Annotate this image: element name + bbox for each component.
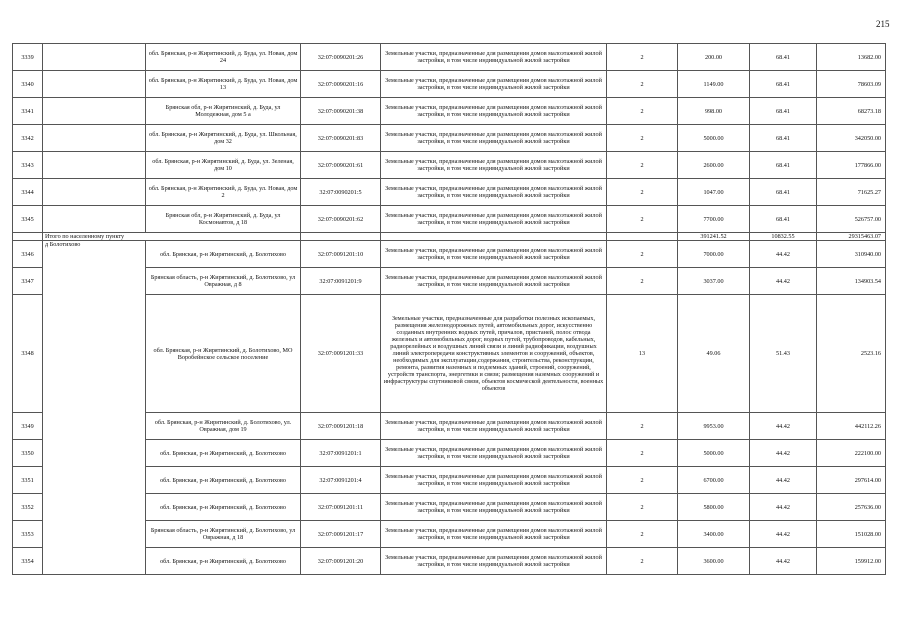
locality-cell [43, 125, 146, 152]
table-row [13, 125, 886, 152]
address-cell: обл. Брянская, р-н Жирятинский, д. Болотихово [146, 494, 301, 521]
cadastral-number-cell: 32:07:0090201:83 [301, 125, 381, 152]
rate-cell: 68.41 [750, 125, 817, 152]
group-cell: 2 [607, 467, 678, 494]
land-purpose-cell: Земельные участки, предназначенные для размещения домов малоэтажной жилой застройки, в том числе индивидуальной жилой застройки [381, 268, 607, 295]
row-number-cell: 3340 [13, 71, 43, 98]
group-cell: 2 [607, 179, 678, 206]
cadastral-number-cell: 32:07:0091201:9 [301, 268, 381, 295]
cadastral-number-cell: 32:07:0091201:10 [301, 241, 381, 268]
cadastral-value-cell: 526757.00 [817, 206, 886, 233]
total-label-cell: Итого по населенному пункту [43, 233, 301, 241]
row-number-cell: 3343 [13, 152, 43, 179]
cadastral-value-cell: 134903.54 [817, 268, 886, 295]
area-cell: 5000.00 [678, 440, 750, 467]
row-number-cell: 3348 [13, 295, 43, 413]
table-row [13, 71, 886, 98]
area-cell: 5800.00 [678, 494, 750, 521]
cadastral-number-cell: 32:07:0090201:62 [301, 206, 381, 233]
group-cell: 2 [607, 413, 678, 440]
rate-cell: 68.41 [750, 71, 817, 98]
area-cell: 49.06 [678, 295, 750, 413]
cadastral-number-cell: 32:07:0091201:4 [301, 467, 381, 494]
land-purpose-cell: Земельные участки, предназначенные для размещения домов малоэтажной жилой застройки, в том числе индивидуальной жилой застройки [381, 44, 607, 71]
cadastral-number-cell: 32:07:0091201:17 [301, 521, 381, 548]
cadastral-number-cell: 32:07:0090201:38 [301, 98, 381, 125]
address-cell: Брянская область, р-н Жирятинский, д. Болотихово, ул Овражная, д 8 [146, 268, 301, 295]
cadastral-value-cell: 257636.00 [817, 494, 886, 521]
area-cell: 998.00 [678, 98, 750, 125]
cadastral-value-cell: 310940.00 [817, 241, 886, 268]
land-purpose-cell: Земельные участки, предназначенные для размещения домов малоэтажной жилой застройки, в том числе индивидуальной жилой застройки [381, 125, 607, 152]
address-cell: обл. Брянская, р-н Жирятинский, д. Болотихово, МО Воробейнское сельское поселение [146, 295, 301, 413]
total-blank-cell [381, 233, 607, 241]
area-cell: 1149.00 [678, 71, 750, 98]
cadastral-value-cell: 222100.00 [817, 440, 886, 467]
cadastral-value-cell: 159912.00 [817, 548, 886, 575]
address-cell: Брянская обл, р-н Жирятинский, д. Буда, ул Космонавтов, д 18 [146, 206, 301, 233]
rate-cell: 44.42 [750, 467, 817, 494]
rate-cell: 68.41 [750, 179, 817, 206]
address-cell: обл. Брянская, р-н Жирятинский, д. Буда, ул. Новая, дом 2 [146, 179, 301, 206]
address-cell: обл. Брянская, р-н Жирятинский, д. Болотихово [146, 467, 301, 494]
cadastral-number-cell: 32:07:0091201:18 [301, 413, 381, 440]
address-cell: обл. Брянская, р-н Жирятинский, д. Буда, ул. Новая, дом 13 [146, 71, 301, 98]
row-number-cell: 3353 [13, 521, 43, 548]
area-cell: 3600.00 [678, 548, 750, 575]
total-blank-cell [301, 233, 381, 241]
group-cell: 2 [607, 71, 678, 98]
group-cell: 2 [607, 206, 678, 233]
table-row [13, 98, 886, 125]
rate-cell: 51.43 [750, 295, 817, 413]
group-cell: 2 [607, 440, 678, 467]
total-blank-cell [13, 233, 43, 241]
land-purpose-cell: Земельные участки, предназначенные для размещения домов малоэтажной жилой застройки, в том числе индивидуальной жилой застройки [381, 179, 607, 206]
address-cell: Брянская обл, р-н Жирятинский, д. Буда, ул Молодежная, дом 5 а [146, 98, 301, 125]
total-area-cell: 391241.52 [678, 233, 750, 241]
rate-cell: 44.42 [750, 413, 817, 440]
area-cell: 5000.00 [678, 125, 750, 152]
address-cell: обл. Брянская, р-н Жирятинский, д. Болотихово [146, 241, 301, 268]
address-cell: обл. Брянская, р-н Жирятинский, д. Буда, ул. Школьная, дом 32 [146, 125, 301, 152]
locality-cell [43, 152, 146, 179]
rate-cell: 44.42 [750, 548, 817, 575]
row-number-cell: 3350 [13, 440, 43, 467]
group-cell: 2 [607, 152, 678, 179]
land-purpose-cell: Земельные участки, предназначенные для размещения домов малоэтажной жилой застройки, в том числе индивидуальной жилой застройки [381, 440, 607, 467]
cadastral-value-cell: 68273.18 [817, 98, 886, 125]
area-cell: 7700.00 [678, 206, 750, 233]
total-value-cell: 29315463.07 [817, 233, 886, 241]
cadastral-number-cell: 32:07:0091201:1 [301, 440, 381, 467]
cadastral-number-cell: 32:07:0091201:20 [301, 548, 381, 575]
rate-cell: 68.41 [750, 206, 817, 233]
rate-cell: 44.42 [750, 268, 817, 295]
table-row [13, 44, 886, 71]
land-purpose-cell: Земельные участки, предназначенные для разработки полезных ископаемых, размещения железнодорожных путей, автомобильных дорог, искусственно созданных внутренних водных путей, причалов, пристаней, полос отвода железных и автомобильных дорог, водных путей, трубопроводов, кабельных, радиорелейных и воздушных линий связи и линий радиофикации, воздушных линий электропередачи конструктивных элементов и сооружений, объектов, необходимых для эксплуатации,содержания, строительства, реконструкции, ремонта, развития наземных и подземных зданий, строений, сооружений, устройств транспорта, энергетики и связи; размещения наземных сооружений и инфраструктуры спутниковой связи, объектов космической деятельности, военных объектов [381, 295, 607, 413]
row-number-cell: 3339 [13, 44, 43, 71]
group-cell: 2 [607, 98, 678, 125]
table-body [13, 44, 886, 575]
row-number-cell: 3354 [13, 548, 43, 575]
cadastral-number-cell: 32:07:0091201:33 [301, 295, 381, 413]
rate-cell: 68.41 [750, 44, 817, 71]
table-row [13, 241, 886, 268]
locality-cell [43, 206, 146, 233]
row-number-cell: 3341 [13, 98, 43, 125]
cadastral-value-table [12, 43, 886, 575]
group-cell: 2 [607, 521, 678, 548]
cadastral-value-cell: 78603.09 [817, 71, 886, 98]
table-row [13, 179, 886, 206]
area-cell: 9953.00 [678, 413, 750, 440]
table-row [13, 152, 886, 179]
rate-cell: 44.42 [750, 241, 817, 268]
group-cell: 2 [607, 241, 678, 268]
row-number-cell: 3346 [13, 241, 43, 268]
area-cell: 3037.00 [678, 268, 750, 295]
cadastral-value-cell: 177866.00 [817, 152, 886, 179]
cadastral-number-cell: 32:07:0090201:5 [301, 179, 381, 206]
area-cell: 200.00 [678, 44, 750, 71]
row-number-cell: 3345 [13, 206, 43, 233]
cadastral-value-cell: 71625.27 [817, 179, 886, 206]
rate-cell: 68.41 [750, 98, 817, 125]
group-cell: 2 [607, 494, 678, 521]
area-cell: 2600.00 [678, 152, 750, 179]
cadastral-number-cell: 32:07:0090201:61 [301, 152, 381, 179]
total-rate-cell: 10832.55 [750, 233, 817, 241]
rate-cell: 44.42 [750, 440, 817, 467]
locality-cell [43, 98, 146, 125]
group-cell: 2 [607, 548, 678, 575]
cadastral-value-cell: 2523.16 [817, 295, 886, 413]
land-purpose-cell: Земельные участки, предназначенные для размещения домов малоэтажной жилой застройки, в том числе индивидуальной жилой застройки [381, 206, 607, 233]
locality-cell [43, 44, 146, 71]
cadastral-number-cell: 32:07:0090201:16 [301, 71, 381, 98]
address-cell: обл. Брянская, р-н Жирятинский, д. Болотихово [146, 440, 301, 467]
cadastral-value-cell: 297614.00 [817, 467, 886, 494]
area-cell: 7000.00 [678, 241, 750, 268]
land-purpose-cell: Земельные участки, предназначенные для размещения домов малоэтажной жилой застройки, в том числе индивидуальной жилой застройки [381, 494, 607, 521]
address-cell: обл. Брянская, р-н Жирятинский, д. Буда, ул. Новая, дом 24 [146, 44, 301, 71]
group-cell: 2 [607, 268, 678, 295]
cadastral-value-cell: 342050.00 [817, 125, 886, 152]
total-row [13, 233, 886, 241]
land-purpose-cell: Земельные участки, предназначенные для размещения домов малоэтажной жилой застройки, в том числе индивидуальной жилой застройки [381, 413, 607, 440]
cadastral-number-cell: 32:07:0090201:26 [301, 44, 381, 71]
page-number: 215 [876, 19, 890, 29]
cadastral-value-cell: 151028.00 [817, 521, 886, 548]
land-purpose-cell: Земельные участки, предназначенные для размещения домов малоэтажной жилой застройки, в том числе индивидуальной жилой застройки [381, 241, 607, 268]
row-number-cell: 3351 [13, 467, 43, 494]
land-purpose-cell: Земельные участки, предназначенные для размещения домов малоэтажной жилой застройки, в том числе индивидуальной жилой застройки [381, 548, 607, 575]
address-cell: обл. Брянская, р-н Жирятинский, д. Болотихово [146, 548, 301, 575]
total-blank-cell [607, 233, 678, 241]
row-number-cell: 3349 [13, 413, 43, 440]
row-number-cell: 3352 [13, 494, 43, 521]
locality-cell [43, 179, 146, 206]
table-row [13, 206, 886, 233]
row-number-cell: 3344 [13, 179, 43, 206]
cadastral-value-cell: 442112.26 [817, 413, 886, 440]
rate-cell: 44.42 [750, 521, 817, 548]
land-purpose-cell: Земельные участки, предназначенные для размещения домов малоэтажной жилой застройки, в том числе индивидуальной жилой застройки [381, 152, 607, 179]
rate-cell: 68.41 [750, 152, 817, 179]
locality-cell [43, 71, 146, 98]
land-purpose-cell: Земельные участки, предназначенные для размещения домов малоэтажной жилой застройки, в том числе индивидуальной жилой застройки [381, 467, 607, 494]
land-purpose-cell: Земельные участки, предназначенные для размещения домов малоэтажной жилой застройки, в том числе индивидуальной жилой застройки [381, 98, 607, 125]
address-cell: обл. Брянская, р-н Жирятинский, д. Болотихово, ул. Овражная, дом 19 [146, 413, 301, 440]
locality-cell: д Болотихово [43, 241, 146, 575]
area-cell: 6700.00 [678, 467, 750, 494]
group-cell: 13 [607, 295, 678, 413]
land-purpose-cell: Земельные участки, предназначенные для размещения домов малоэтажной жилой застройки, в том числе индивидуальной жилой застройки [381, 521, 607, 548]
cadastral-value-cell: 13682.00 [817, 44, 886, 71]
area-cell: 1047.00 [678, 179, 750, 206]
land-purpose-cell: Земельные участки, предназначенные для размещения домов малоэтажной жилой застройки, в том числе индивидуальной жилой застройки [381, 71, 607, 98]
area-cell: 3400.00 [678, 521, 750, 548]
group-cell: 2 [607, 125, 678, 152]
cadastral-number-cell: 32:07:0091201:11 [301, 494, 381, 521]
row-number-cell: 3347 [13, 268, 43, 295]
address-cell: обл. Брянская, р-н Жирятинский, д. Буда, ул. Зеленая, дом 10 [146, 152, 301, 179]
address-cell: Брянская область, р-н Жирятинский, д. Болотихово, ул Овражная, д 18 [146, 521, 301, 548]
rate-cell: 44.42 [750, 494, 817, 521]
row-number-cell: 3342 [13, 125, 43, 152]
group-cell: 2 [607, 44, 678, 71]
